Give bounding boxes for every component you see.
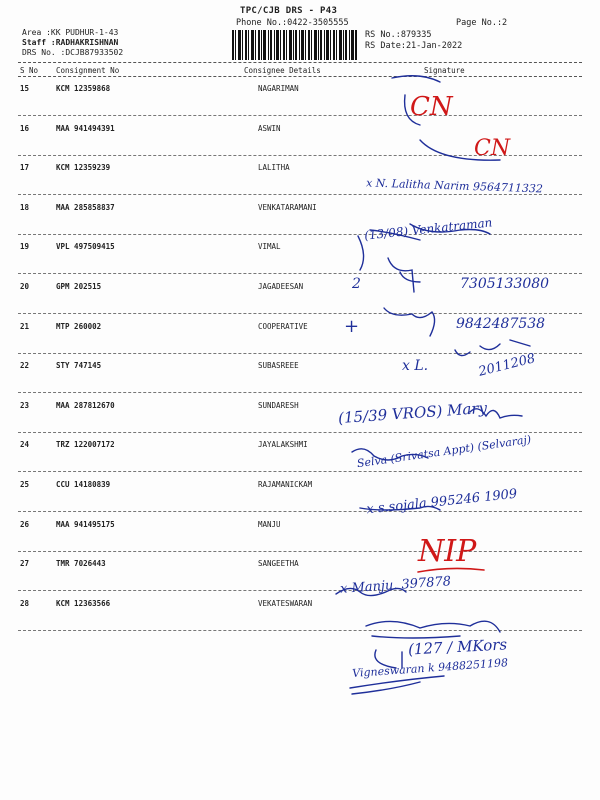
cn-mark-1: CN — [410, 92, 453, 122]
row-consignee: JAYALAKSHMI — [258, 440, 308, 450]
row-sno: 21 — [20, 321, 30, 331]
row-sno: 23 — [20, 400, 30, 410]
row-sno: 26 — [20, 519, 30, 529]
row-sno: 22 — [20, 361, 30, 371]
row-consignee: COOPERATIVE — [258, 321, 308, 331]
row-consignment: MAA 285858837 — [56, 202, 115, 212]
rs-number: RS No.:879335 — [365, 30, 432, 40]
signature-row-21: x L. — [402, 358, 429, 374]
row-consignment: KCM 12359868 — [56, 84, 111, 93]
row-consignee: SUBASREEE — [258, 361, 299, 371]
row-consignment: MTP 260002 — [56, 321, 102, 331]
row-consignment: GPM 202515 — [56, 282, 102, 291]
signature-stroke — [388, 258, 420, 292]
row-consignment: MAA 287812670 — [56, 400, 115, 410]
signature-row-21-number: 2011208 — [477, 351, 537, 380]
page-number: Page No.:2 — [456, 18, 508, 28]
row-consignee: MANJU — [258, 519, 281, 529]
col-signature: Signature — [424, 66, 465, 75]
row-consignee: RAJAMANICKAM — [258, 480, 313, 489]
row-consignee: LALITHA — [258, 163, 290, 173]
signature-row-17: x N. Lalitha Narim 9564711332 — [365, 176, 544, 196]
row-sno: 16 — [20, 123, 30, 133]
document-title: TPC/CJB DRS - P43 — [240, 6, 338, 16]
row-consignment: TRZ 122007172 — [56, 440, 115, 450]
row-sno: 27 — [20, 559, 30, 569]
signature-row-22: (15/39 VROS) Mary — [337, 398, 488, 428]
nip-mark: NIP — [418, 534, 477, 569]
signature-row-23: Selva (Srivatsa Appt) (Selvaraj) — [356, 432, 532, 471]
ink-scribble — [392, 76, 440, 82]
signature-row-28: Vigneswaran k 9488251198 — [351, 656, 509, 680]
signature-row-19-mark: 2 — [352, 276, 361, 292]
signature-row-20-number: 9842487538 — [456, 316, 546, 332]
signature-stroke — [455, 340, 530, 356]
signature-row-27: (127 / MKors — [407, 635, 508, 659]
row-consignment: VPL 497509415 — [56, 242, 115, 252]
row-sno: 25 — [20, 480, 30, 489]
row-sno: 18 — [20, 202, 30, 212]
row-consignee: VENKATARAMANI — [258, 202, 317, 212]
signature-row-26: x Manju. 397878 — [339, 574, 452, 597]
col-consignee: Consignee Details — [244, 66, 321, 75]
row-consignment: TMR 7026443 — [56, 559, 106, 569]
row-consignee: SANGEETHA — [258, 559, 299, 569]
row-consignment: MAA 941494391 — [56, 123, 115, 133]
row-consignment: KCM 12359239 — [56, 163, 111, 173]
col-consignment: Consignment No — [56, 66, 120, 75]
signature-stroke — [366, 621, 500, 638]
drs-number: DRS No. :DCJB87933502 — [22, 48, 124, 57]
row-consignment: MAA 941495175 — [56, 519, 115, 529]
signature-row-24: x s.sojala 995246 1909 — [365, 486, 518, 518]
row-consignment: STY 747145 — [56, 361, 102, 371]
phone-number: Phone No.:0422-3505555 — [236, 18, 349, 28]
row-consignment: CCU 14180839 — [56, 480, 111, 489]
row-sno: 24 — [20, 440, 30, 450]
row-sno: 28 — [20, 598, 30, 608]
signature-row-19-number: 7305133080 — [460, 276, 550, 292]
signature-row-20-mark: + — [344, 316, 360, 337]
row-sno: 20 — [20, 282, 30, 291]
row-consignment: KCM 12363566 — [56, 598, 111, 608]
signature-stroke — [384, 308, 435, 336]
rs-date: RS Date:21-Jan-2022 — [365, 41, 463, 51]
row-consignee: SUNDARESH — [258, 400, 299, 410]
staff-label: Staff :RADHAKRISHNAN — [22, 38, 119, 47]
row-sno: 17 — [20, 163, 30, 173]
area-label: Area :KK PUDHUR-1-43 — [22, 28, 119, 37]
row-consignee: ASWIN — [258, 123, 281, 133]
row-consignee: VIMAL — [258, 242, 281, 252]
row-consignee: VEKATESWARAN — [258, 598, 313, 608]
row-sno: 15 — [20, 84, 30, 93]
signature-row-18: (13/08) Venkatraman — [363, 215, 493, 243]
col-sno: S No — [20, 66, 39, 75]
row-consignee: JAGADEESAN — [258, 282, 304, 291]
cn-mark-2: CN — [474, 136, 511, 161]
row-consignee: NAGARIMAN — [258, 84, 299, 93]
row-sno: 19 — [20, 242, 30, 252]
